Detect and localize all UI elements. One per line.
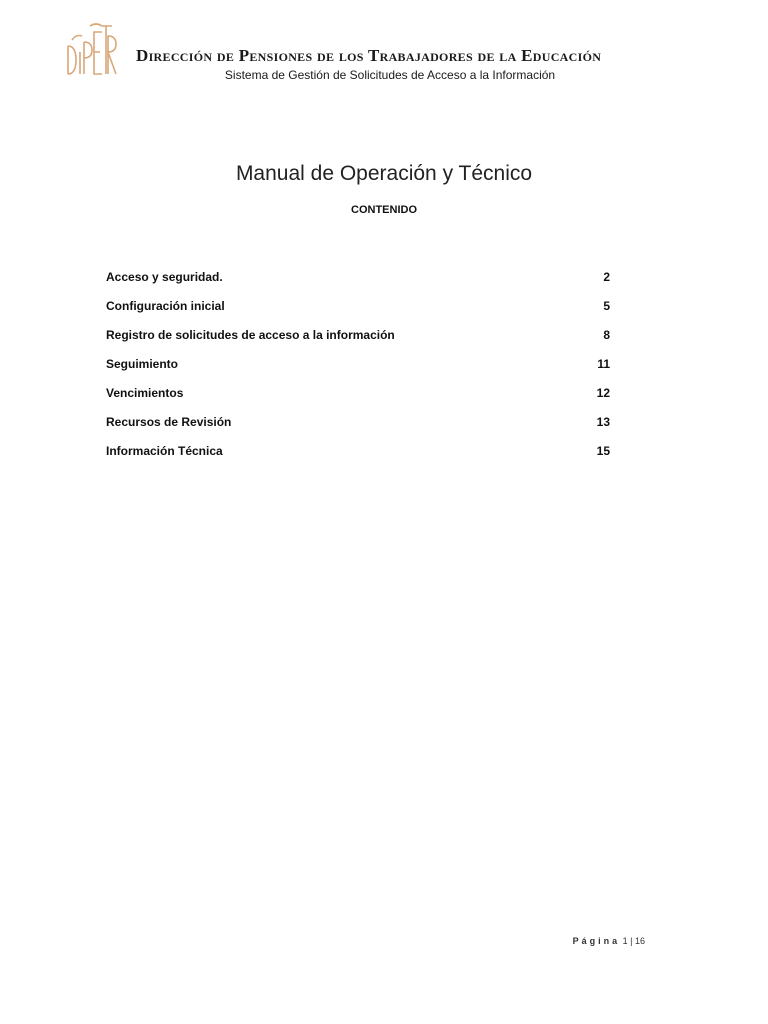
page-label: Página [572, 936, 621, 946]
toc-entry-label: Acceso y seguridad. [106, 269, 223, 284]
toc-entry-config[interactable] [106, 291, 610, 320]
toc-entry-label: Seguimiento [106, 356, 179, 371]
toc-entry-page: 2 [603, 269, 610, 284]
toc-entry-seguimiento[interactable] [106, 349, 610, 378]
toc-entry-page: 13 [596, 414, 610, 429]
table-of-contents [106, 262, 610, 465]
contents-heading: CONTENIDO [351, 204, 417, 216]
toc-entry-recursos[interactable] [106, 407, 610, 436]
toc-entry-label: Configuración inicial [106, 298, 225, 313]
toc-entry-registro[interactable] [106, 320, 610, 349]
toc-entry-vencimientos[interactable] [106, 378, 610, 407]
page-footer [573, 936, 645, 946]
page-separator: | [630, 936, 633, 946]
toc-entry-label: Recursos de Revisión [106, 414, 232, 429]
toc-entry-page: 15 [596, 443, 610, 458]
document-title: Manual de Operación y Técnico [235, 162, 533, 185]
system-subtitle: Sistema de Gestión de Solicitudes de Acceso a la Información [224, 68, 556, 82]
toc-entry-page: 8 [603, 327, 610, 342]
toc-entry-page: 5 [603, 298, 610, 313]
toc-entry-page: 11 [597, 356, 610, 371]
toc-entry-tecnica[interactable] [106, 436, 610, 465]
toc-entry-access[interactable] [106, 262, 610, 291]
toc-entry-page: 12 [596, 385, 610, 400]
toc-entry-label: Vencimientos [106, 385, 184, 400]
organization-title: Dirección de Pensiones de los Trabajadores de la Educación [136, 46, 602, 65]
toc-entry-label: Registro de solicitudes de acceso a la información [106, 327, 395, 342]
page-number: 1 [622, 936, 628, 946]
toc-entry-label: Información Técnica [106, 443, 223, 458]
total-pages: 16 [634, 936, 645, 946]
